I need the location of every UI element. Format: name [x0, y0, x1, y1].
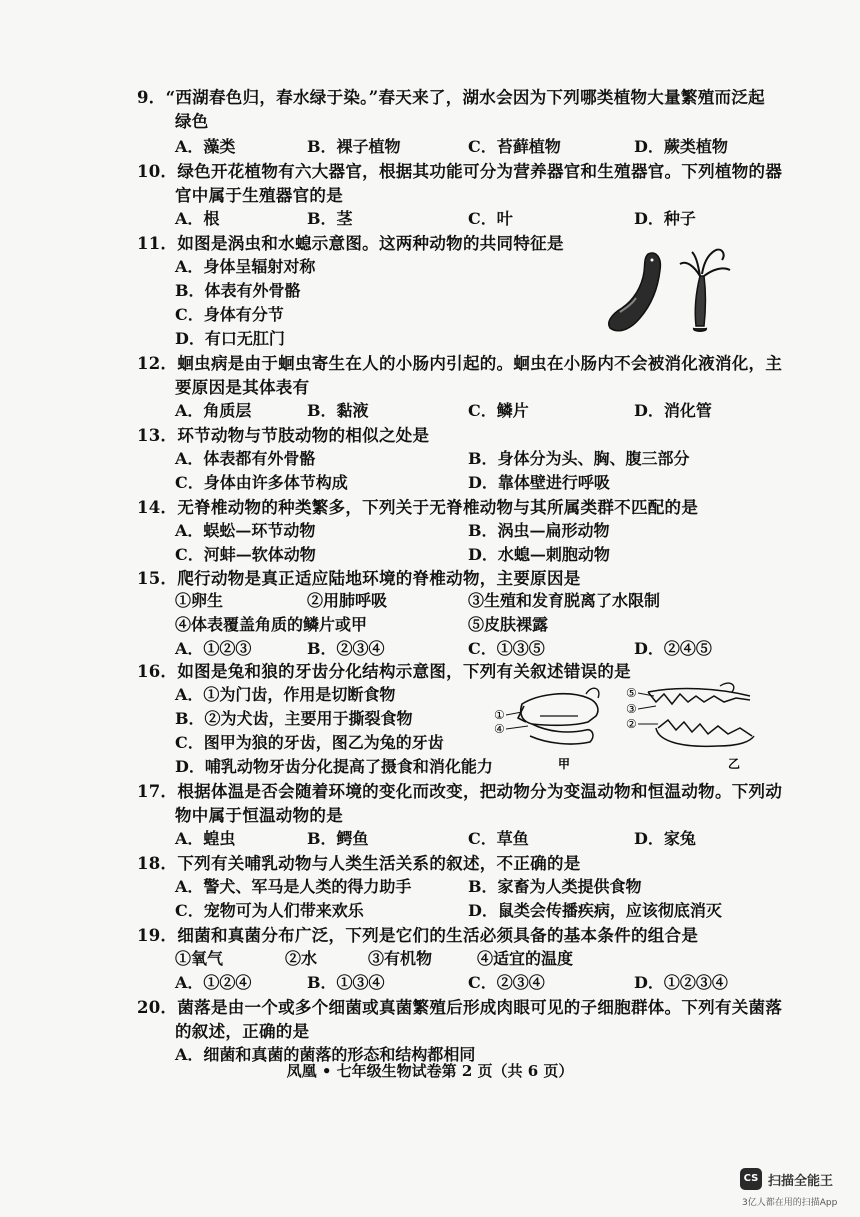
q11-option-d: D．有口无肛门	[175, 329, 285, 348]
q11-stem-line1: 11．如图是涡虫和水螅示意图。这两种动物的共同特征是	[137, 234, 564, 253]
q17-option-c: C．草鱼	[468, 829, 529, 848]
q17-option-a: A．蝗虫	[175, 829, 236, 848]
figure-jia-rabbit-skull	[494, 688, 599, 771]
flatworm-drawing	[609, 253, 661, 331]
q13-option-d: D．靠体壁进行呼吸	[468, 473, 610, 492]
q12-option-c: C．鳞片	[468, 401, 529, 420]
teeth-figure	[488, 676, 778, 776]
q9-stem-line2: 绿色	[175, 112, 209, 131]
q10-stem-line2: 官中属于生殖器官的是	[175, 186, 343, 205]
figure-label-jia: 甲	[558, 757, 571, 771]
q19-statement-2: ②水	[285, 949, 318, 968]
q16-option-c: C．图甲为狼的牙齿，图乙为兔的牙齿	[175, 733, 444, 752]
q15-stem-line1: 15．爬行动物是真正适应陆地环境的脊椎动物，主要原因是	[137, 569, 581, 588]
q18-option-d: D．鼠类会传播疾病，应该彻底消灭	[468, 901, 722, 920]
camscanner-logo: CS	[740, 1168, 762, 1190]
q15-option-b: B．②③④	[307, 639, 385, 658]
q19-statement-3: ③有机物	[368, 949, 433, 968]
figure-label-yi: 乙	[728, 757, 741, 771]
q10-stem-line1: 10．绿色开花植物有六大器官，根据其功能可分为营养器官和生殖器官。下列植物的器	[137, 162, 783, 181]
q11-option-a: A．身体呈辐射对称	[175, 257, 316, 276]
q17-stem-line1: 17．根据体温是否会随着环境的变化而改变，把动物分为变温动物和恒温动物。下列动	[137, 782, 783, 801]
q16-option-d: D．哺乳动物牙齿分化提高了摄食和消化能力	[175, 757, 493, 776]
hydra-drawing	[680, 250, 730, 331]
q12-stem-line1: 12．蛔虫病是由于蛔虫寄生在人的小肠内引起的。蛔虫在小肠内不会被消化液消化，主	[137, 354, 783, 373]
q19-option-b: B．①③④	[307, 973, 385, 992]
q12-stem-line2: 要原因是其体表有	[175, 378, 310, 397]
q10-option-d: D．种子	[634, 209, 696, 228]
q14-option-b: B．涡虫—扁形动物	[468, 521, 610, 540]
q19-option-c: C．②③④	[468, 973, 545, 992]
q19-statement-1: ①氧气	[175, 949, 224, 968]
q20-stem-line1: 20．菌落是由一个或多个细菌或真菌繁殖后形成肉眼可见的子细胞群体。下列有关菌落	[137, 998, 783, 1017]
q14-option-c: C．河蚌—软体动物	[175, 545, 316, 564]
q18-stem-line1: 18．下列有关哺乳动物与人类生活关系的叙述，不正确的是	[137, 854, 581, 873]
q15-option-c: C．①③⑤	[468, 639, 545, 658]
q18-option-b: B．家畜为人类提供食物	[468, 877, 642, 896]
q19-statement-4: ④适宜的温度	[477, 949, 574, 968]
q16-option-a: A．①为门齿，作用是切断食物	[175, 685, 396, 704]
q18-option-c: C．宠物可为人们带来欢乐	[175, 901, 364, 920]
camscanner-tagline: 3亿人都在用的扫描App	[742, 1198, 838, 1208]
q12-option-d: D．消化管	[634, 401, 712, 420]
q13-option-a: A．体表都有外骨骼	[175, 449, 316, 468]
q14-option-d: D．水螅—刺胞动物	[468, 545, 610, 564]
figure-yi-wolf-jaw	[626, 683, 754, 771]
q15-statement-4: ④体表覆盖角质的鳞片或甲	[175, 615, 368, 634]
q10-option-c: C．叶	[468, 209, 513, 228]
q14-stem-line1: 14．无脊椎动物的种类繁多，下列关于无脊椎动物与其所属类群不匹配的是	[137, 498, 699, 517]
q13-option-b: B．身体分为头、胸、腹三部分	[468, 449, 690, 468]
q10-option-a: A．根	[175, 209, 220, 228]
q9-option-c: C．苔藓植物	[468, 137, 561, 156]
q11-option-b: B．体表有外骨骼	[175, 281, 301, 300]
q11-option-c: C．身体有分节	[175, 305, 284, 324]
q9-option-a: A．藻类	[175, 137, 236, 156]
mark-1-jia: ①	[494, 708, 505, 722]
q16-option-b: B．②为犬齿，主要用于撕裂食物	[175, 709, 413, 728]
mark-2-yi: ②	[626, 717, 637, 731]
q13-stem-line1: 13．环节动物与节肢动物的相似之处是	[137, 426, 430, 445]
q15-statement-5: ⑤皮肤裸露	[468, 615, 549, 634]
mark-5-yi: ⑤	[626, 686, 637, 700]
mark-3-yi: ③	[626, 702, 637, 716]
q9-stem-line1: 9．“西湖春色归，春水绿于染。”春天来了，湖水会因为下列哪类植物大量繁殖而泛起	[137, 88, 765, 107]
q12-option-a: A．角质层	[175, 401, 252, 420]
q20-option-a: A．细菌和真菌的菌落的形态和结构都相同	[175, 1045, 476, 1064]
q19-stem-line1: 19．细菌和真菌分布广泛，下列是它们的生活必须具备的基本条件的组合是	[137, 926, 699, 945]
flatworm-hydra-figure	[600, 242, 750, 342]
q17-stem-line2: 物中属于恒温动物的是	[175, 806, 343, 825]
q15-option-d: D．②④⑤	[634, 639, 712, 658]
mark-4-jia: ④	[494, 722, 505, 736]
page-footer: 凤凰 • 七年级生物试卷第 2 页（共 6 页）	[286, 1062, 574, 1080]
q17-option-d: D．家兔	[634, 829, 696, 848]
q12-option-b: B．黏液	[307, 401, 369, 420]
q15-statement-3: ③生殖和发育脱离了水限制	[468, 591, 661, 610]
q14-option-a: A．蜈蚣—环节动物	[175, 521, 316, 540]
q15-statement-2: ②用肺呼吸	[307, 591, 388, 610]
q13-option-c: C．身体由许多体节构成	[175, 473, 348, 492]
q17-option-b: B．鳄鱼	[307, 829, 369, 848]
q15-option-a: A．①②③	[175, 639, 252, 658]
q18-option-a: A．警犬、军马是人类的得力助手	[175, 877, 412, 896]
q15-statement-1: ①卵生	[175, 591, 224, 610]
q10-option-b: B．茎	[307, 209, 353, 228]
q9-option-b: B．裸子植物	[307, 137, 401, 156]
q9-option-d: D．蕨类植物	[634, 137, 728, 156]
q16-stem-line1: 16．如图是兔和狼的牙齿分化结构示意图，下列有关叙述错误的是	[137, 662, 631, 681]
q20-stem-line2: 的叙述，正确的是	[175, 1022, 310, 1041]
q19-option-a: A．①②④	[175, 973, 252, 992]
q19-option-d: D．①②③④	[634, 973, 728, 992]
camscanner-name: 扫描全能王	[768, 1174, 834, 1189]
